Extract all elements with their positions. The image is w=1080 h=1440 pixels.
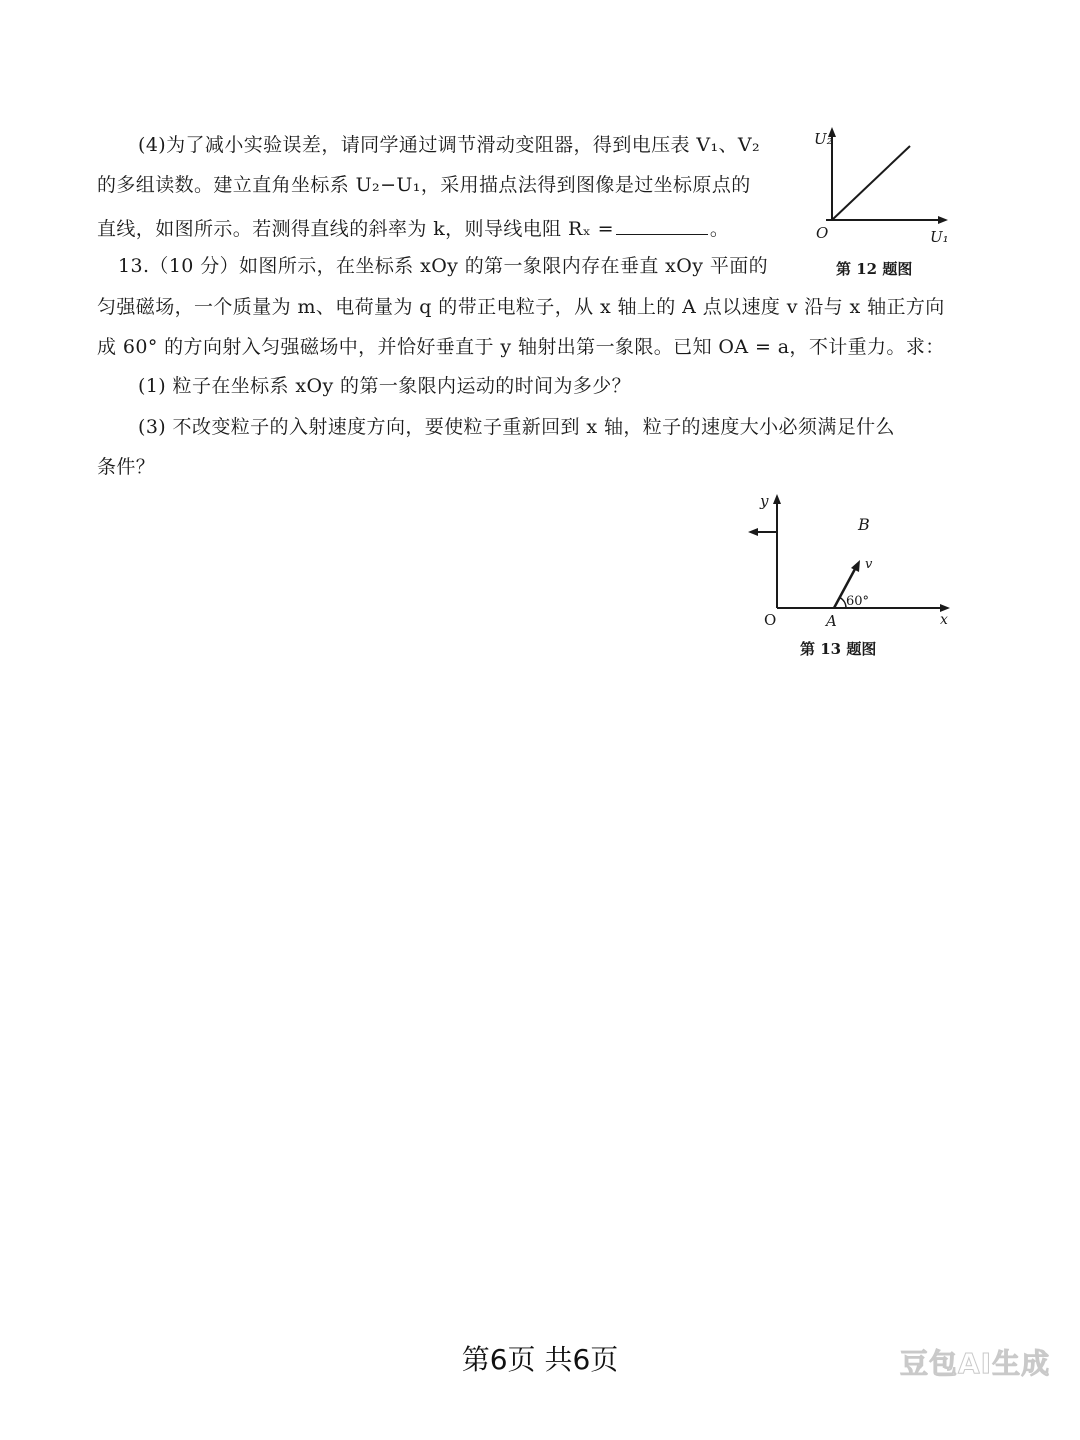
- q12-line-3: [97, 218, 729, 239]
- fig12-y-label: U₂: [814, 130, 833, 148]
- q13-line-2: 匀强磁场，一个质量为 m、电荷量为 q 的带正电粒子，从 x 轴上的 A 点以速度 v 沿与 x 轴正方向: [97, 296, 945, 318]
- fig13-point-label: A: [826, 612, 837, 630]
- fig13-y-label: y: [760, 492, 769, 510]
- fig13-x-label: x: [940, 612, 948, 628]
- q12-line-3-end: 。: [709, 218, 730, 240]
- ai-watermark: 豆包AI生成: [900, 1347, 1051, 1380]
- page-number: 第6页 共6页: [461, 1343, 619, 1376]
- figure-13: [742, 488, 957, 633]
- q13-part-2-line-2: 条件？: [97, 456, 156, 478]
- figure-13-caption: 第 13 题图: [800, 640, 877, 658]
- figure-12: [808, 122, 958, 250]
- q12-line-2: 的多组读数。建立直角坐标系 U₂−U₁，采用描点法得到图像是过坐标原点的: [97, 174, 751, 196]
- fig12-origin-label: O: [816, 224, 829, 242]
- answer-blank: [616, 218, 708, 235]
- fit-line: [832, 146, 910, 220]
- fig13-origin-label: O: [764, 611, 777, 629]
- fig13-field-label: B: [858, 515, 870, 534]
- fig12-x-label: U₁: [930, 228, 949, 246]
- q12-line-1: (4)为了减小实验误差，请同学通过调节滑动变阻器，得到电压表 V₁、V₂: [138, 134, 761, 156]
- q13-part-2-line-1: (3) 不改变粒子的入射速度方向，要使粒子重新回到 x 轴，粒子的速度大小必须满足什么: [138, 416, 895, 438]
- fig13-velocity-label: v: [865, 557, 873, 572]
- fig13-angle-label: 60°: [846, 594, 870, 609]
- figure-12-caption: 第 12 题图: [836, 260, 913, 278]
- q12-line-3-text: 直线，如图所示。若测得直线的斜率为 k，则导线电阻 Rₓ =: [97, 218, 614, 240]
- q13-part-1: (1) 粒子在坐标系 xOy 的第一象限内运动的时间为多少？: [138, 375, 632, 397]
- q13-line-3: 成 60° 的方向射入匀强磁场中，并恰好垂直于 y 轴射出第一象限。已知 OA = a，不计重力。求：: [97, 336, 945, 358]
- q13-line-1: 13.（10 分）如图所示，在坐标系 xOy 的第一象限内存在垂直 xOy 平面的: [118, 255, 769, 277]
